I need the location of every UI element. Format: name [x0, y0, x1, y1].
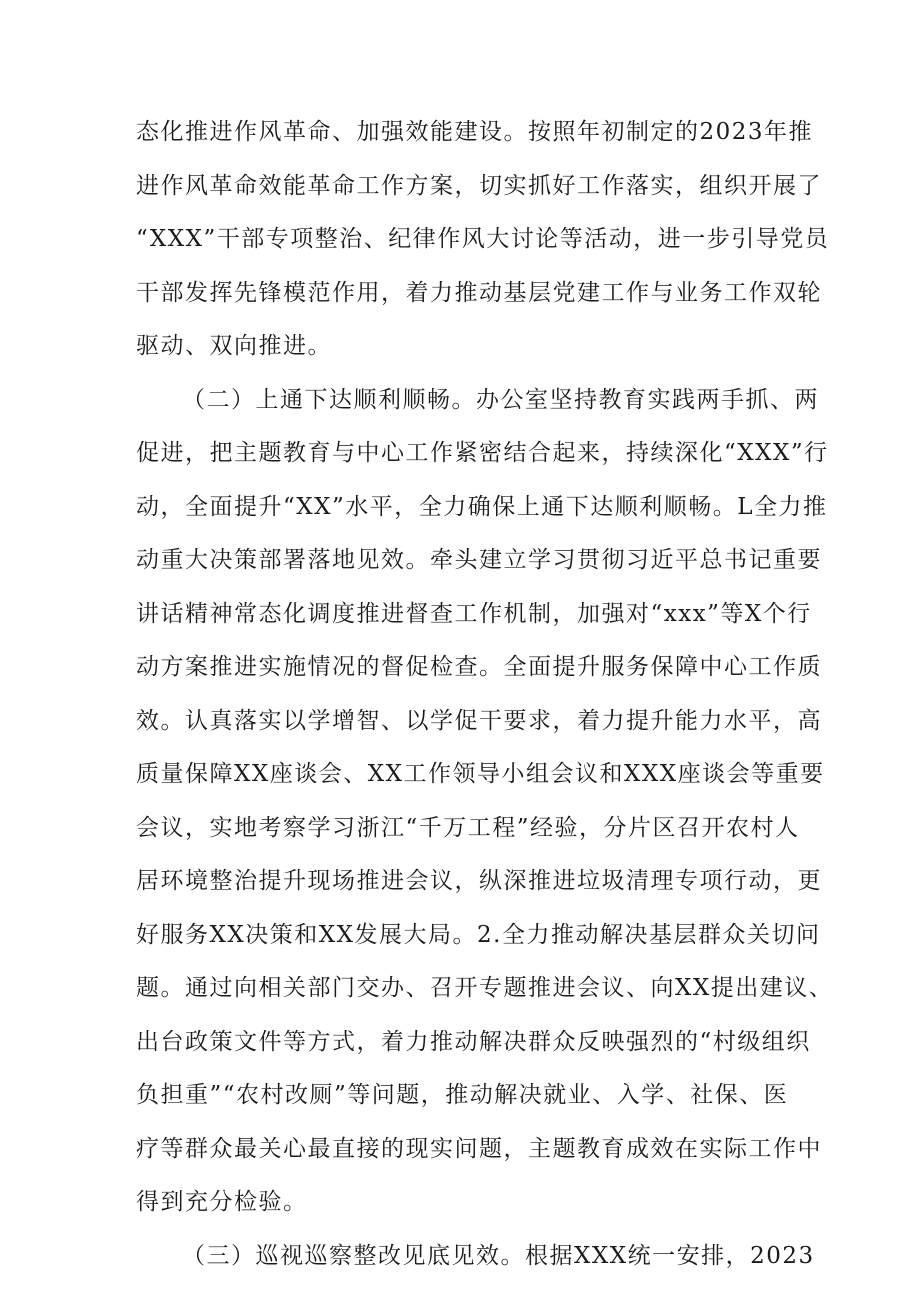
text-line: 得到充分检验。 [136, 1189, 308, 1215]
text-line: 题。通过向相关部门交办、召开专题推进会议、向XX提出建议、 [136, 975, 834, 1001]
text-line: 态化推进作风革命、加强效能建设。按照年初制定的2023年推 [136, 119, 814, 145]
text-line: 促进，把主题教育与中心工作紧密结合起来，持续深化“XXX”行 [136, 440, 829, 466]
text-line: 出台政策文件等方式，着力推动解决群众反映强烈的“村级组织 [136, 1029, 811, 1055]
text-line: 居环境整治提升现场推进会议，纵深推进垃圾清理专项行动，更 [136, 868, 822, 894]
text-line: 干部发挥先锋模范作用，着力推动基层党建工作与业务工作双轮 [136, 280, 822, 306]
text-line: 讲话精神常态化调度推进督查工作机制，加强对“xxx”等X个行 [136, 601, 812, 627]
text-line: “XXX”干部专项整治、纪律作风大讨论等活动，进一步引导党员 [136, 226, 830, 252]
text-line: 动方案推进实施情况的督促检查。全面提升服务保障中心工作质 [136, 654, 822, 680]
text-line: 会议，实地考察学习浙江“千万工程”经验，分片区召开农村人 [136, 815, 800, 841]
section-heading-line: （二）上通下达顺利顺畅。办公室坚持教育实践两手抓、两 [182, 387, 819, 413]
text-line: 疗等群众最关心最直接的现实问题，主题教育成效在实际工作中 [136, 1136, 822, 1162]
text-line: 驱动、双向推进。 [136, 333, 332, 359]
text-line: 效。认真落实以学增智、以学促干要求，着力提升能力水平，高 [136, 708, 822, 734]
section-heading-line: （三）巡视巡察整改见底见效。根据XXX统一安排，2023 [182, 1243, 815, 1269]
text-line: 进作风革命效能革命工作方案，切实抓好工作落实，组织开展了 [136, 173, 822, 199]
text-line: 动，全面提升“XX”水平，全力确保上通下达顺利顺畅。L全力推 [136, 494, 828, 520]
text-line: 质量保障XX座谈会、XX工作领导小组会议和XXX座谈会等重要 [136, 761, 825, 787]
text-line: 好服务XX决策和XX发展大局。2.全力推动解决基层群众关切问 [136, 922, 821, 948]
text-line: 动重大决策部署落地见效。牵头建立学习贯彻习近平总书记重要 [136, 547, 822, 573]
text-line: 负担重”“农村改厕”等问题，推动解决就业、入学、社保、医 [136, 1082, 789, 1108]
